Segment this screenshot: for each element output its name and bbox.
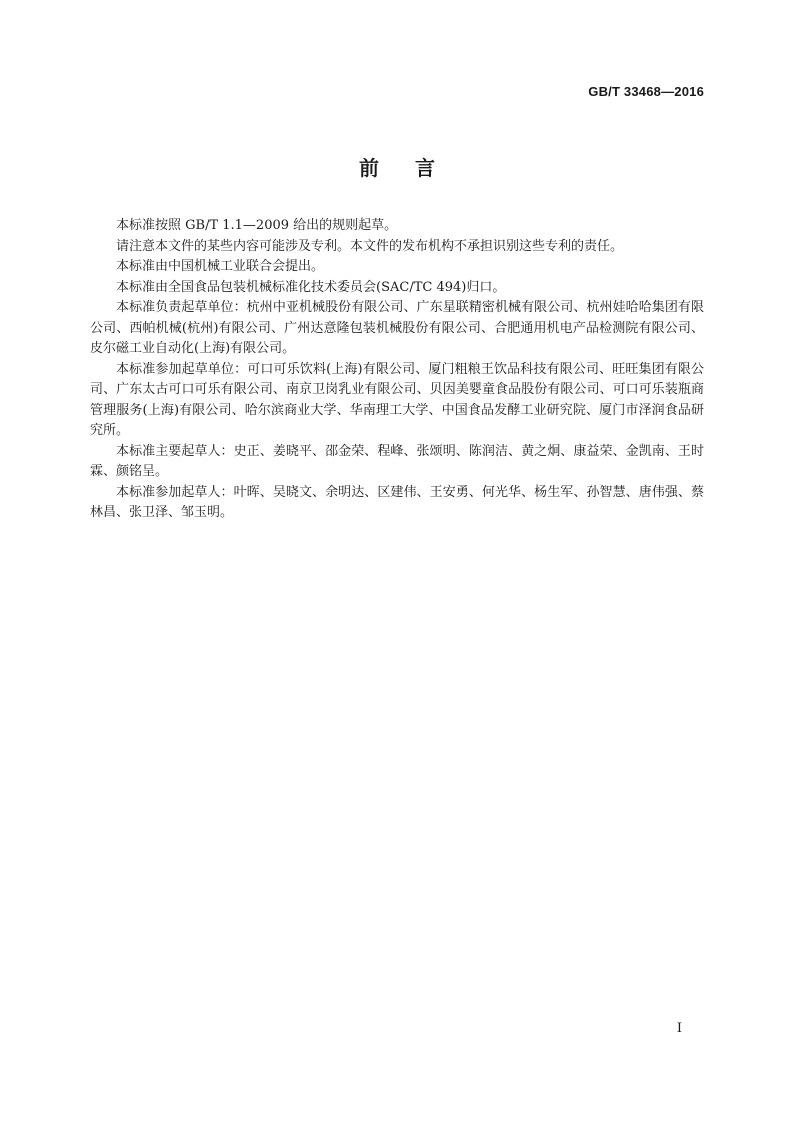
foreword-body bbox=[90, 216, 704, 524]
paragraph-main-drafting-units: 本标准负责起草单位：杭州中亚机械股份有限公司、广东星联精密机械有限公司、杭州娃哈哈集团有限公司、西帕机械(杭州)有限公司、广州达意隆包装机械股份有限公司、合肥通用机电产品检测院有限公司、皮尔磁工业自动化(上海)有限公司。 bbox=[90, 300, 704, 356]
standard-code: GB/T 33468—2016 bbox=[588, 84, 704, 99]
page-number: I bbox=[676, 1021, 682, 1036]
paragraph-participating-drafters: 本标准参加起草人：叶晖、吴晓文、余明达、区建伟、王安勇、何光华、杨生军、孙智慧、唐伟强、蔡林昌、张卫泽、邹玉明。 bbox=[90, 484, 704, 520]
paragraph-main-drafters: 本标准主要起草人：史正、姜晓平、邵金荣、程峰、张颂明、陈润洁、黄之炯、康益荣、金凯南、王时霖、颜铭呈。 bbox=[90, 443, 704, 479]
paragraph-committee: 本标准由全国食品包装机械标准化技术委员会(SAC/TC 494)归口。 bbox=[116, 279, 506, 295]
paragraph-participating-units: 本标准参加起草单位：可口可乐饮料(上海)有限公司、厦门粗粮王饮品科技有限公司、旺旺集团有限公司、广东太古可口可乐有限公司、南京卫岗乳业有限公司、贝因美婴童食品股份有限公司、可口可乐装瓶商管理服务(上海)有限公司、哈尔滨商业大学、华南理工大学、中国食品发酵工业研究院、厦门市泽润食品研究所。 bbox=[90, 361, 704, 438]
paragraph-proposer: 本标准由中国机械工业联合会提出。 bbox=[116, 259, 325, 274]
paragraph-drafting-rules: 本标准按照 GB/T 1.1—2009 给出的规则起草。 bbox=[116, 218, 398, 233]
page-title: 前言 bbox=[359, 156, 471, 180]
paragraph-patent-notice: 请注意本文件的某些内容可能涉及专利。本文件的发布机构不承担识别这些专利的责任。 bbox=[116, 238, 624, 254]
